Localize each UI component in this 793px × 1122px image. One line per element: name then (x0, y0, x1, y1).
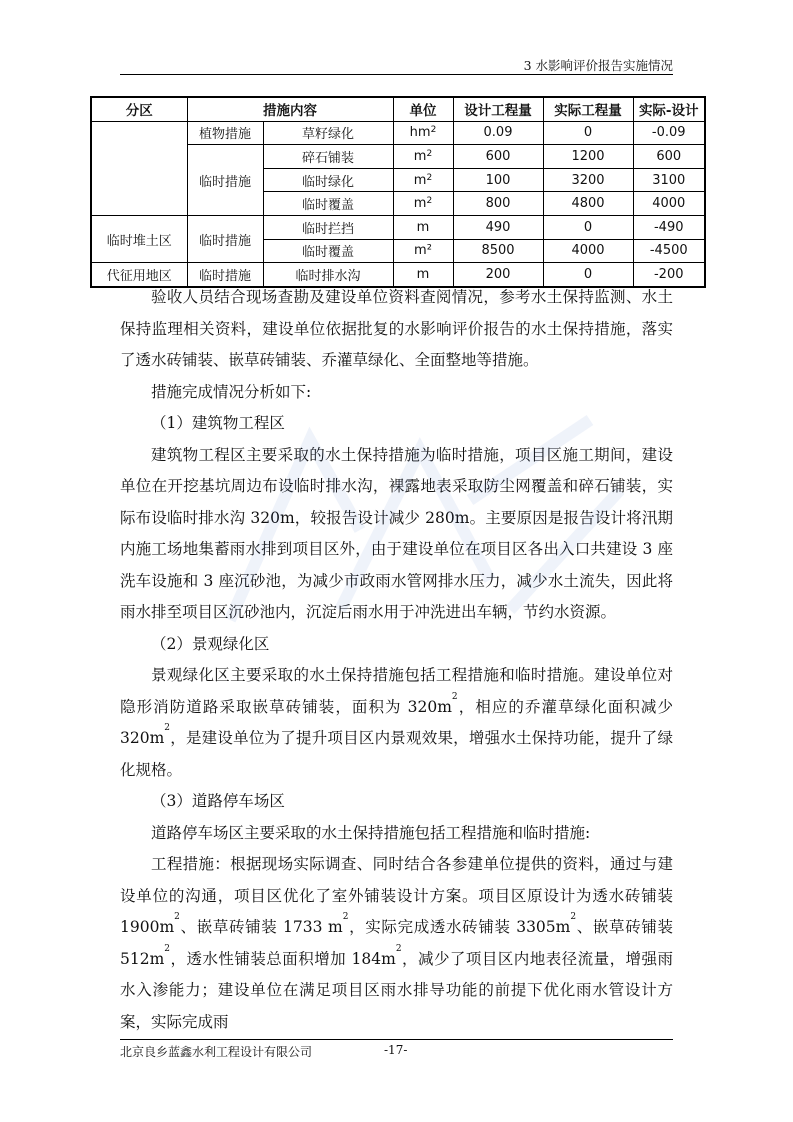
diff-cell: -490 (633, 215, 705, 239)
footer-rule (120, 1039, 673, 1040)
diff-cell: 4000 (633, 192, 705, 216)
header-rule (120, 74, 673, 75)
body-text (120, 282, 673, 1038)
header-section-title: 3 水影响评价报告实施情况 (523, 58, 673, 73)
zone-cell: 临时堆土区 (91, 215, 187, 262)
footer-company: 北京良乡蓝鑫水利工程设计有限公司 (120, 1045, 313, 1059)
measure-item-cell: 草籽绿化 (263, 121, 393, 145)
measure-type-cell: 植物措施 (187, 121, 263, 145)
unit-cell: m (393, 215, 453, 239)
header-cell-design: 设计工程量 (453, 97, 543, 121)
section-heading: （2）景观绿化区 (151, 634, 270, 653)
header-cell-unit: 单位 (393, 97, 453, 121)
unit-cell: $hm^2$ (393, 121, 453, 145)
actual-cell: 0 (543, 215, 633, 239)
section-heading: （1）建筑物工程区 (151, 414, 285, 432)
unit-cell: $m^2$ (393, 168, 453, 192)
page-number: -17- (384, 1043, 408, 1057)
diff-cell: 600 (633, 145, 705, 169)
diff-cell: -0.09 (633, 121, 705, 145)
table-row (91, 215, 705, 239)
unit-cell: m (393, 263, 453, 287)
design-cell: 200 (453, 263, 543, 287)
paragraph: 景观绿化区主要采取的水土保持措施包括工程措施和临时措施。建设单位对隐形消防道路采取嵌草砖铺装，面积为 $320m^2$，相应的乔灌草绿化面积减少 $320m^2$，是建设单位为了提升项目区内景观效果，增强水土保持功能，提升了绿化规格。 (120, 666, 673, 779)
header-cell-zone: 分区 (91, 97, 187, 121)
unit-cell: m² (393, 239, 453, 263)
measure-type-cell: 临时措施 (187, 263, 263, 287)
paragraph: 建筑物工程区主要采取的水土保持措施为临时措施，项目区施工期间，建设单位在开挖基坑周边布设临时排水沟，裸露地表采取防尘网覆盖和碎石铺装，实际布设临时排水沟 320m，较报告设计减少 280m。主要原因是报告设计将汛期内施工场地集蓄雨水排到项目区外，由于建设单位在项目区各出入口共建设 3 座洗车设施和 3 座沉砂池，为减少市政雨水管网排水压力，减少水土流失，因此将雨水排至项目区沉砂池内，沉淀后雨水用于冲洗进出车辆，节约水资源。 (120, 445, 673, 621)
actual-cell: 0 (543, 263, 633, 287)
unit-cell: $m^2$ (393, 192, 453, 216)
diff-cell: -4500 (633, 239, 705, 263)
actual-cell: 3200 (543, 168, 633, 192)
actual-cell: 0 (543, 121, 633, 145)
header-cell-measure: 措施内容 (187, 97, 393, 121)
actual-cell: 4000 (543, 239, 633, 263)
measure-item-cell: 临时绿化 (263, 168, 393, 192)
measure-item-cell: 临时拦挡 (263, 215, 393, 239)
design-cell: 490 (453, 215, 543, 239)
actual-cell: 4800 (543, 192, 633, 216)
measure-item-cell: 临时覆盖 (263, 192, 393, 216)
measure-type-cell: 临时措施 (187, 215, 263, 262)
measure-item-cell: 临时覆盖 (263, 239, 393, 263)
diff-cell: -200 (633, 263, 705, 287)
paragraph: 工程措施：根据现场实际调查、同时结合各参建单位提供的资料，通过与建设单位的沟通，项目区优化了室外铺装设计方案。项目区原设计为透水砖铺装 $1900m^2$、嵌草砖铺装 1733 $m^2$，实际完成透水砖铺装 $3305m^2$、嵌草砖铺装 $512m^2$，透水性铺装总面积增加 $184m^2$，减少了项目区内地表径流量，增强雨水入渗能力；建设单位在满足项目区雨水排导功能的前提下优化雨水管设计方案，实际完成雨 (120, 855, 673, 1031)
header-cell-diff: 实际-设计 (633, 97, 705, 121)
zone-cell (91, 121, 187, 215)
table-row (91, 121, 705, 145)
actual-cell: 1200 (543, 145, 633, 169)
paragraph: 措施完成情况分析如下: (151, 382, 312, 401)
paragraph: 验收人员结合现场查勘及建设单位资料查阅情况，参考水土保持监测、水土保持监理相关资料，建设单位依据批复的水影响评价报告的水土保持措施，落实了透水砖铺装、嵌草砖铺装、乔灌草绿化、全面整地等措施。 (120, 288, 673, 369)
zone-cell: 代征用地区 (91, 263, 187, 287)
design-cell: 0.09 (453, 121, 543, 145)
measure-type-cell: 临时措施 (187, 145, 263, 216)
table-header-row (91, 97, 705, 121)
design-cell: 100 (453, 168, 543, 192)
diff-cell: 3100 (633, 168, 705, 192)
design-cell: 600 (453, 145, 543, 169)
design-cell: 800 (453, 192, 543, 216)
paragraph: 道路停车场区主要采取的水土保持措施包括工程措施和临时措施: (151, 823, 591, 842)
header-cell-actual: 实际工程量 (543, 97, 633, 121)
design-cell: 8500 (453, 239, 543, 263)
measure-item-cell: 碎石铺装 (263, 145, 393, 169)
measures-table (90, 96, 706, 288)
measure-item-cell: 临时排水沟 (263, 263, 393, 287)
section-heading: （3）道路停车场区 (151, 792, 285, 810)
unit-cell: $m^2$ (393, 145, 453, 169)
